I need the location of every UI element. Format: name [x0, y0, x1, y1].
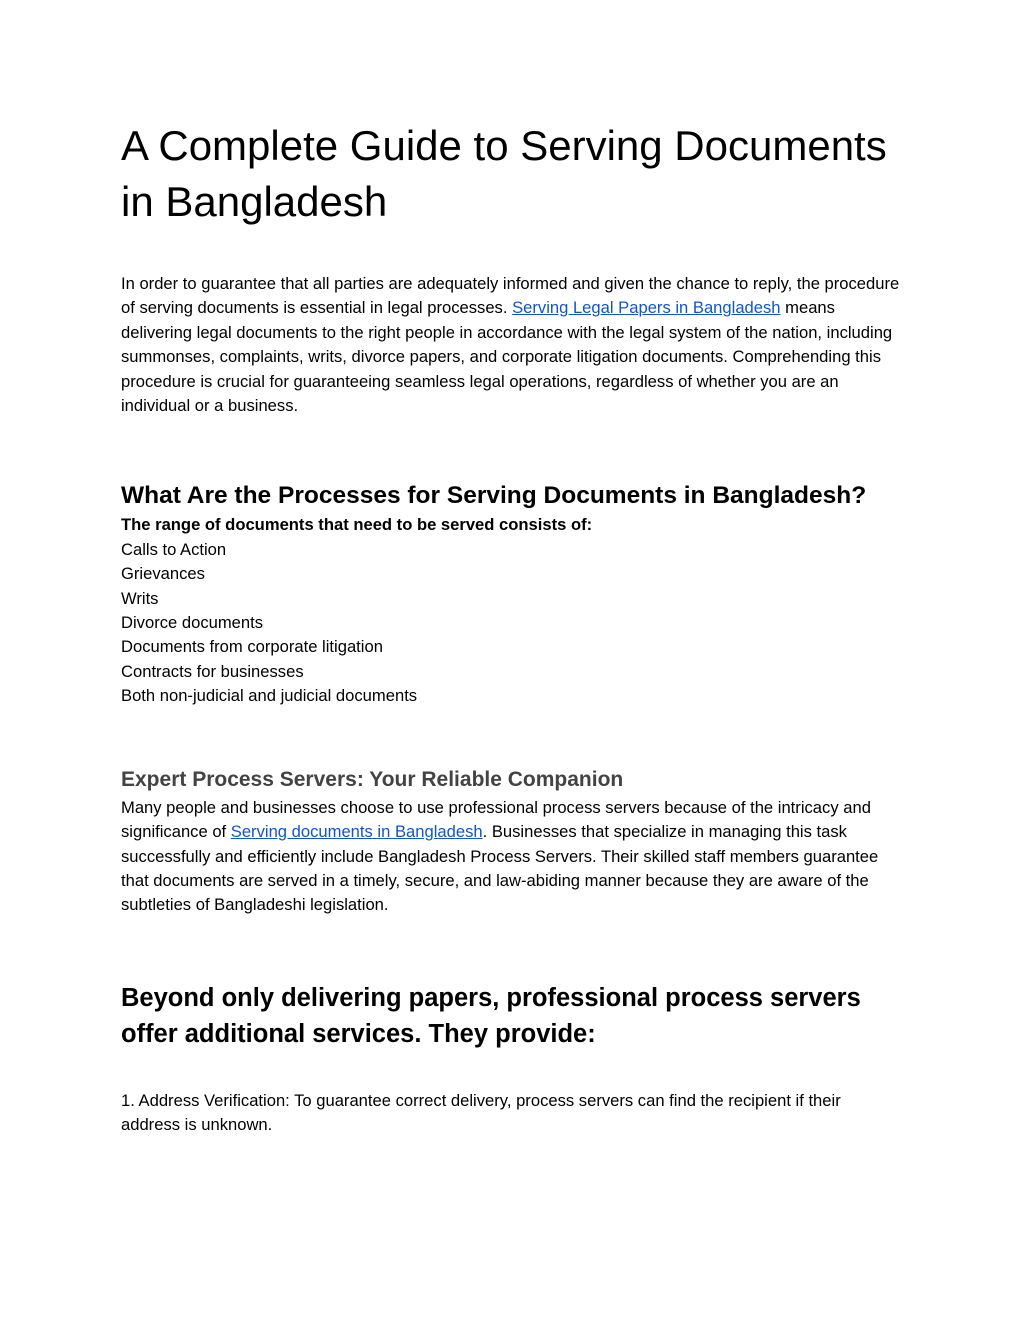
intro-text-before-link: In order to guarantee that all parties are adequately informed and given the chance to reply, the procedure of serving documents is essential in legal processes. [121, 274, 900, 318]
list-item: Contracts for businesses [121, 661, 304, 681]
serving-legal-papers-link[interactable]: Serving Legal Papers in Bangladesh [512, 298, 781, 318]
intro-paragraph [121, 272, 901, 418]
page-title: A Complete Guide to Serving Documents in Bangladesh [121, 122, 887, 225]
intro-text-after-link: means delivering legal documents to the right people in accordance with the legal system of the nation, including summonses, complaints, writs, divorce papers, and corporate litigation documents. Comprehending this procedure is crucial for guaranteeing seamless legal operations, regardless of whether you are an individual or a business. [121, 298, 893, 416]
list-item: Grievances [121, 564, 205, 584]
expert-text-before-link: Many people and businesses choose to use professional process servers because of the intricacy and significance of [121, 797, 871, 842]
list-item: Writs [121, 588, 159, 608]
list-item: Divorce documents [121, 613, 264, 633]
list-item: Documents from corporate litigation [121, 637, 383, 657]
expert-text-after-link: . Businesses that specialize in managing this task successfully and efficiently include Bangladesh Process Servers. Their skilled staff members guarantee that documents are served in a timely, secure, and law-abiding manner because they are aware of the subtleties of Bangladeshi legislation. [121, 822, 879, 915]
list-item: Calls to Action [121, 539, 227, 559]
expert-paragraph [121, 796, 901, 918]
expert-heading: Expert Process Servers: Your Reliable Companion [121, 767, 624, 791]
documents-list [121, 538, 901, 709]
beyond-heading: Beyond only delivering papers, professional process servers offer additional services. They provide: [121, 983, 861, 1048]
document-page [121, 118, 901, 1138]
documents-list-lead: The range of documents that need to be served consists of: [121, 515, 593, 535]
list-item: Both non-judicial and judicial documents [121, 686, 418, 706]
address-verification-item: 1. Address Verification: To guarantee correct delivery, process servers can find the recipient if their address is unknown. [121, 1090, 841, 1135]
serving-documents-link[interactable]: Serving documents in Bangladesh [230, 822, 483, 842]
processes-heading: What Are the Processes for Serving Documents in Bangladesh? [121, 482, 867, 510]
